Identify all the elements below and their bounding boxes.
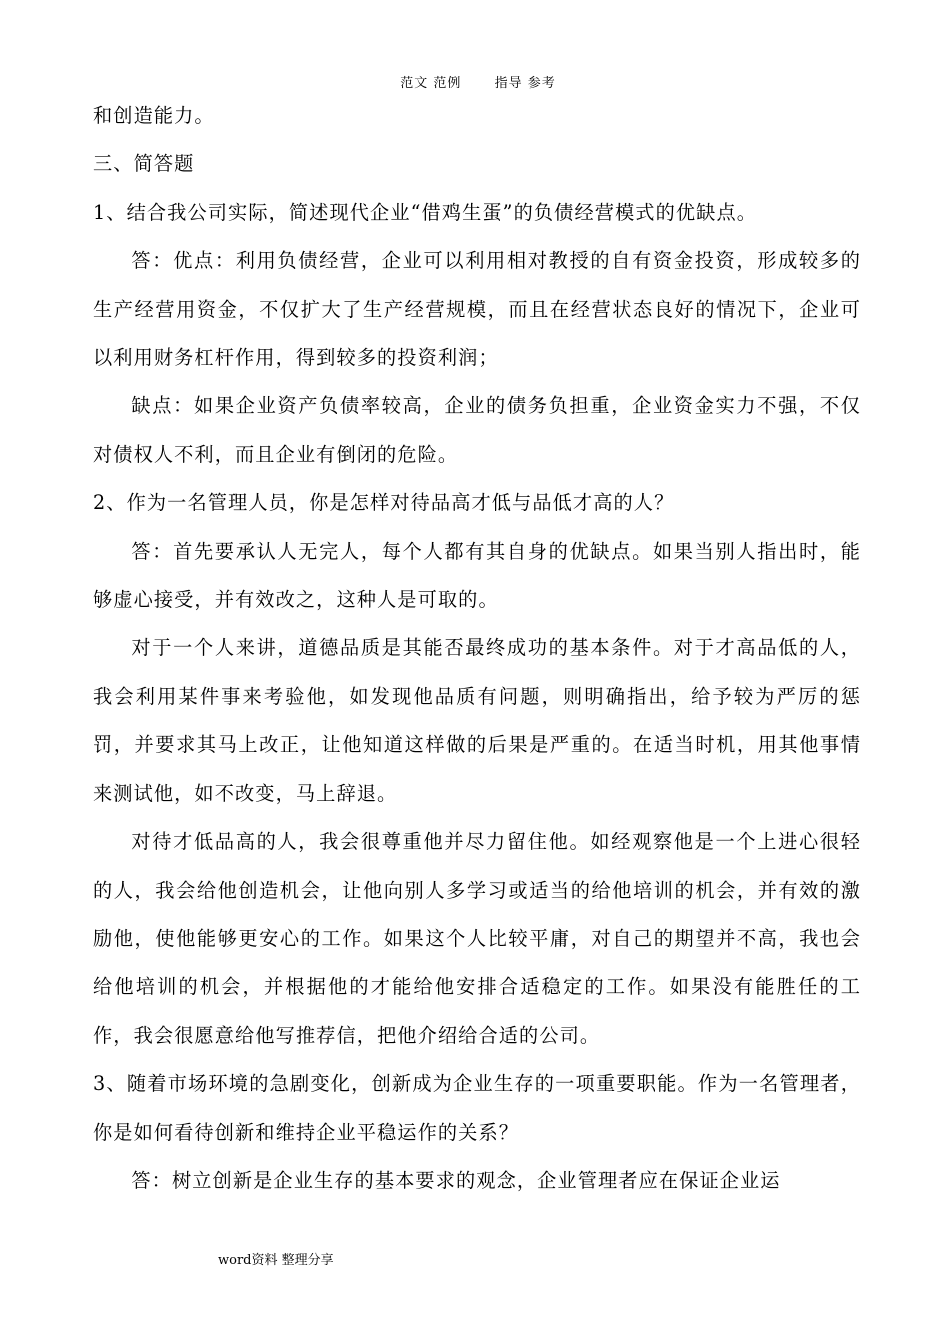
page-header <box>0 72 950 91</box>
answer-2-paragraph: 答：首先要承认人无完人，每个人都有其自身的优缺点。如果当别人指出时，能够虚心接受，并有效改之，这种人是可取的。 <box>93 539 861 612</box>
answer-1-disadvantages: 缺点：如果企业资产负债率较高，企业的债务负担重，企业资金实力不强，不仅对债权人不利，而且企业有倒闭的危险。 <box>93 394 861 466</box>
header-right-text: 指导 参考 <box>494 76 556 91</box>
answer-1-advantages: 答：优点：利用负债经营，企业可以利用相对教授的自有资金投资，形成较多的生产经营用资金，不仅扩大了生产经营规模，而且在经营状态良好的情况下，企业可以利用财务杠杆作用，得到较多的投资利润； <box>93 249 861 370</box>
answer-2-paragraph: 对待才低品高的人，我会很尊重他并尽力留住他。如经观察他是一个上进心很轻的人，我会给他创造机会，让他向别人多学习或适当的给他培训的机会，并有效的激励他，使他能够更安心的工作。如果这个人比较平庸，对自己的期望并不高，我也会给他培训的机会，并根据他的才能给他安排合适稳定的工作。如果没有能胜任的工作，我会很愿意给他写推荐信，把他介绍给合适的公司。 <box>93 830 861 1047</box>
question-1: 1、结合我公司实际，简述现代企业“借鸡生蛋”的负债经营模式的优缺点。 <box>93 200 758 224</box>
question-2: 2、作为一名管理人员，你是怎样对待品高才低与品低才高的人？ <box>93 491 675 515</box>
answer-3-paragraph: 答：树立创新是企业生存的基本要求的观念，企业管理者应在保证企业运 <box>131 1168 781 1192</box>
section-heading: 三、简答题 <box>93 152 195 176</box>
paragraph: 和创造能力。 <box>93 104 215 127</box>
page-footer: word资料 整理分享 <box>218 1253 334 1268</box>
answer-2-paragraph: 对于一个人来讲，道德品质是其能否最终成功的基本条件。对于才高品低的人，我会利用某件事来考验他，如发现他品质有问题，则明确指出，给予较为严厉的惩罚，并要求其马上改正，让他知道这样做的后果是严重的。在适当时机，用其他事情来测试他，如不改变，马上辞退。 <box>93 636 861 805</box>
document-body <box>93 92 861 1205</box>
question-3: 3、随着市场环境的急剧变化，创新成为企业生存的一项重要职能。作为一名管理者，你是如何看待创新和维持企业平稳运作的关系？ <box>93 1072 861 1144</box>
header-left-text: 范文 范例 <box>400 76 462 91</box>
